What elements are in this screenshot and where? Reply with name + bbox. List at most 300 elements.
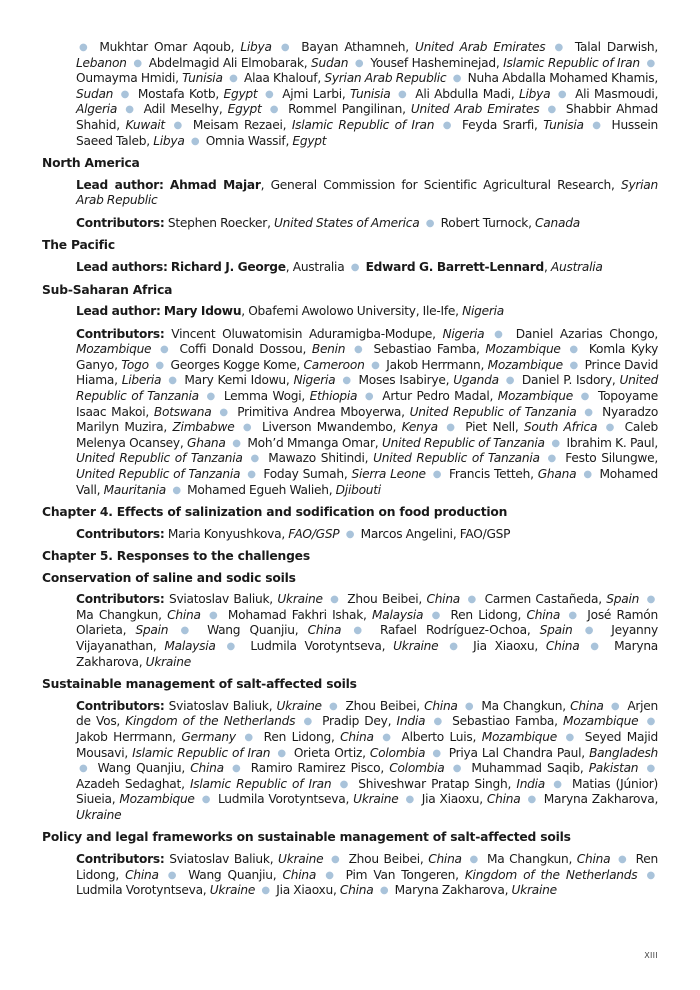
- contributor-name: Sviatoslav Baliuk: [168, 592, 270, 607]
- contributor-entry: Zhou Beibei, China: [345, 698, 458, 713]
- contributor-name: Liverson Mwandembo: [261, 420, 393, 435]
- bullet-separator: ●: [79, 42, 91, 53]
- contributor-entry: Pradip Dey, India: [322, 714, 426, 729]
- contributor-name: Shiveshwar Pratap Singh: [358, 776, 508, 791]
- contributor-name: Arjen de Vos: [76, 698, 659, 729]
- contributor-entry: Nuha Abdalla Mohamed Khamis, Sudan: [76, 71, 659, 101]
- bullet-separator: ●: [133, 57, 143, 69]
- contributor-name: Topoyame Isaac Makoi: [76, 389, 659, 419]
- contributor-name: Maryna Zakharova: [543, 792, 655, 807]
- contributor-name: Adil Meselhy: [143, 102, 219, 117]
- country: Nigeria: [462, 304, 504, 319]
- bullet-separator: ●: [364, 391, 375, 402]
- bullet-separator: ●: [350, 261, 360, 273]
- country: Uganda: [453, 373, 499, 388]
- contributor-name: Jia Xiaoxu: [276, 883, 333, 898]
- country: Djibouti: [335, 482, 381, 497]
- contributor-name: Robert Turnock: [440, 215, 529, 230]
- contributor-entry: Ren Lidong, China: [450, 607, 561, 622]
- contributor-name: Sviatoslav Baliuk: [169, 851, 270, 866]
- bullet-separator: ●: [557, 88, 568, 100]
- contributor-entry: Lemma Wogi, Ethiopia: [223, 389, 358, 403]
- country: Ghana: [537, 466, 577, 481]
- affiliation: General Commission for Scientific Agricultural Research: [270, 177, 611, 192]
- country: China: [307, 623, 342, 638]
- bullet-separator: ●: [554, 42, 566, 53]
- contributor-entry: Topoyame Isaac Makoi, Botswana: [76, 389, 659, 419]
- contributor-name: Maria Konyushkova: [167, 526, 282, 541]
- contributor-name: Maryna Zakharova: [394, 883, 505, 898]
- contributor-name: Sebastiao Famba: [452, 714, 555, 729]
- contributor-name: Pradip Dey: [322, 714, 388, 729]
- lead-author-paragraph: [76, 304, 658, 320]
- contributor-entry: Shabbir Ahmad Shahid, Kuwait: [76, 102, 658, 132]
- contributor-name: Daniel P. Isdory: [521, 373, 612, 388]
- contributor-entry: Nyaradzo Marilyn Muzira, Zimbabwe: [76, 404, 659, 435]
- country: China: [545, 639, 580, 654]
- country: Nigeria: [293, 373, 336, 388]
- section-heading: Sustainable management of salt-affected soils: [42, 677, 357, 692]
- country: Ukraine: [511, 883, 557, 898]
- contributor-name: Ahmad Majar: [169, 177, 261, 192]
- contributor-entry: Ibrahim K. Paul, United Republic of Tanzania: [76, 435, 659, 466]
- country: Syrian Arab Republic: [324, 71, 447, 86]
- country: Germany: [181, 729, 236, 744]
- country: Libya: [518, 86, 551, 101]
- bullet-separator: ●: [618, 853, 628, 865]
- country: Ukraine: [353, 792, 399, 807]
- country: Sudan: [311, 55, 349, 70]
- country: Libya: [240, 40, 272, 54]
- bullet-separator: ●: [547, 453, 558, 465]
- bullet-separator: ●: [592, 119, 603, 131]
- contributor-entry: Mohamed Egueh Walieh, Djibouti: [187, 482, 381, 497]
- contributor-entry: Richard J. George, Australia: [170, 259, 345, 274]
- contributor-entry: Alberto Luis, Mozambique: [401, 729, 557, 744]
- bullet-separator: ●: [551, 437, 560, 449]
- country: China: [486, 792, 521, 807]
- contributor-entry: Muhammad Saqib, Pakistan: [471, 761, 639, 776]
- contributor-entry: Ludmila Vorotyntseva, Ukraine: [76, 883, 256, 898]
- bullet-separator: ●: [590, 641, 604, 653]
- section-heading: The Pacific: [42, 238, 115, 253]
- contributor-entry: Zhou Beibei, China: [347, 592, 461, 607]
- country: Malaysia: [164, 639, 216, 654]
- contributor-name: Shabbir Ahmad Shahid: [76, 102, 658, 132]
- contributor-entry: Wang Quanjiu, China: [97, 761, 224, 776]
- contributor-name: Wang Quanjiu: [97, 761, 182, 776]
- contributors-paragraph: [76, 699, 658, 824]
- country: Mauritania: [103, 482, 167, 497]
- country: Sudan: [76, 86, 114, 101]
- bullet-separator: ●: [226, 641, 240, 653]
- contributors-paragraph: [76, 216, 658, 232]
- country: FAO/GSP: [459, 526, 511, 541]
- bullet-separator: ●: [398, 88, 408, 100]
- country: China: [190, 761, 224, 776]
- contributor-entry: Marcos Angelini, FAO/GSP: [360, 526, 511, 541]
- bullet-separator: ●: [303, 716, 314, 728]
- contributor-name: Zhou Beibei: [348, 851, 420, 866]
- bullet-separator: ●: [280, 42, 293, 53]
- country: Islamic Republic of Iran: [132, 745, 271, 760]
- contributor-name: Ramiro Ramirez Pisco: [250, 761, 381, 776]
- country: Islamic Republic of Iran: [291, 117, 435, 132]
- contributor-entry: Moses Isabirye, Uganda: [358, 373, 499, 388]
- contributor-entry: Maria Konyushkova, FAO/GSP: [167, 526, 340, 541]
- country: Mozambique: [563, 714, 639, 729]
- country: Islamic Republic of Iran: [503, 55, 640, 70]
- bullet-separator: ●: [371, 359, 380, 371]
- country: United Republic of Tanzania: [76, 373, 659, 403]
- contributor-entry: Ahmad Majar, General Commission for Scientific Agricultural Research, Syrian Arab Republic: [76, 177, 658, 208]
- contributor-entry: Festo Silungwe, United Republic of Tanzania: [76, 451, 659, 481]
- contributor-name: Muhammad Saqib: [471, 761, 580, 776]
- role-label: Contributors:: [76, 215, 165, 230]
- country: United Republic of Tanzania: [76, 451, 243, 466]
- contributor-name: Abdelmagid Ali Elmobarak: [148, 55, 304, 70]
- country: Kingdom of the Netherlands: [464, 867, 638, 882]
- contributor-entry: Primitiva Andrea Mboyerwa, United Republic of Tanzania: [237, 404, 577, 419]
- contributor-name: Ali Masmoudi: [575, 86, 655, 101]
- contributor-entry: Jia Xiaoxu, China: [473, 639, 580, 654]
- contributor-entry: Ramiro Ramirez Pisco, Colombia: [250, 761, 445, 776]
- bullet-separator: ●: [580, 391, 591, 402]
- bullet-separator: ●: [325, 869, 337, 881]
- contributor-name: Pim Van Tongeren: [345, 867, 456, 882]
- contributor-name: Ibrahim K. Paul: [566, 435, 655, 450]
- bullet-separator: ●: [330, 594, 340, 606]
- contributor-entry: Bayan Athamneh, United Arab Emirates: [301, 40, 546, 54]
- contributor-entry: Edward G. Barrett-Lennard, Australia: [365, 259, 603, 274]
- bullet-separator: ●: [353, 625, 368, 637]
- role-label: Contributors:: [76, 592, 165, 607]
- bullet-separator: ●: [264, 88, 275, 100]
- contributor-name: Jakob Herrmann: [76, 729, 173, 744]
- country: Ukraine: [145, 654, 191, 669]
- bullet-separator: ●: [553, 778, 564, 790]
- contributor-entry: Sviatoslav Baliuk, Ukraine: [169, 851, 324, 866]
- contributor-name: José Ramón Olarieta: [76, 607, 658, 638]
- country: Ukraine: [209, 883, 256, 898]
- bullet-separator: ●: [345, 528, 355, 540]
- country: Mozambique: [119, 792, 195, 807]
- country: China: [424, 698, 458, 713]
- country: Botswana: [153, 404, 212, 419]
- country: Egypt: [292, 133, 327, 148]
- contributor-entry: Sebastiao Famba, Mozambique: [373, 342, 561, 357]
- country: China: [526, 607, 561, 622]
- contributor-entry: Coffi Donald Dossou, Benin: [179, 342, 346, 357]
- contributor-entry: Abdelmagid Ali Elmobarak, Sudan: [148, 55, 349, 70]
- bullet-separator: ●: [173, 119, 185, 131]
- contributor-entry: Oumayma Hmidi, Tunisia: [76, 71, 223, 86]
- bullet-separator: ●: [569, 344, 581, 356]
- country: Togo: [121, 357, 149, 372]
- contributor-name: Yousef Hasheminejad: [370, 55, 496, 70]
- contributor-name: Ludmila Vorotyntseva: [76, 883, 203, 898]
- country: Ukraine: [393, 639, 439, 654]
- bullet-separator: ●: [431, 609, 443, 621]
- bullet-separator: ●: [646, 869, 655, 881]
- contributor-entry: Ali Abdulla Madi, Libya: [415, 86, 551, 101]
- contributor-entry: Mohamad Fakhri Ishak, Malaysia: [227, 607, 424, 622]
- contributor-entry: Vincent Oluwatomisin Aduramigba-Modupe, Nigeria: [171, 326, 485, 341]
- contributor-name: Rafael Rodríguez-Ochoa: [379, 623, 527, 638]
- country: Malaysia: [372, 607, 424, 622]
- contributor-entry: Azadeh Sedaghat, Islamic Republic of Iran: [76, 776, 332, 791]
- country: China: [282, 867, 317, 882]
- country: Mozambique: [481, 729, 557, 744]
- contributors-page: [42, 40, 658, 906]
- contributor-name: Marcos Angelini: [360, 526, 453, 541]
- contributor-name: Mohamed Vall: [76, 466, 659, 497]
- country: Australia: [292, 259, 345, 274]
- bullet-separator: ●: [584, 406, 595, 418]
- country: United Arab Emirates: [410, 102, 540, 117]
- contributor-name: Feyda Srarfi: [462, 117, 534, 132]
- bullet-separator: ●: [449, 641, 463, 653]
- country: Ukraine: [276, 698, 322, 713]
- contributor-name: Coffi Donald Dossou: [179, 342, 303, 357]
- country: Kenya: [401, 420, 438, 435]
- country: China: [125, 867, 159, 882]
- bullet-separator: ●: [331, 853, 341, 865]
- bullet-separator: ●: [339, 778, 351, 790]
- contributor-name: Jia Xiaoxu: [421, 792, 480, 807]
- contributor-entry: Ma Changkun, China: [487, 851, 611, 866]
- contributor-entry: José Ramón Olarieta, Spain: [76, 607, 658, 638]
- contributor-name: Alberto Luis: [401, 729, 473, 744]
- country: Mozambique: [497, 389, 574, 403]
- contributor-name: Georges Kogge Kome: [170, 357, 297, 372]
- contributor-name: Francis Tetteh: [448, 466, 531, 481]
- contributor-entry: Ajmi Larbi, Tunisia: [282, 86, 391, 101]
- contributor-name: Bayan Athamneh: [301, 40, 406, 54]
- country: Mozambique: [487, 357, 563, 372]
- contributor-name: Komla Kyky Ganyo: [76, 342, 659, 372]
- bullet-separator: ●: [425, 217, 435, 229]
- country: United Republic of Tanzania: [409, 404, 577, 419]
- bullet-separator: ●: [180, 625, 195, 637]
- contributor-name: Ren Lidong: [450, 607, 518, 622]
- lead-author-paragraph: [76, 178, 658, 209]
- contributor-name: Ludmila Vorotyntseva: [250, 639, 382, 654]
- bullet-separator: ●: [432, 468, 442, 480]
- contributor-name: Foday Sumah: [263, 466, 344, 481]
- contributor-name: Nuha Abdalla Mohamed Khamis: [467, 71, 655, 86]
- contributor-name: Seyed Majid Mousavi: [76, 729, 658, 760]
- contributor-entry: Zhou Beibei, China: [348, 851, 462, 866]
- contributor-entry: Ren Lidong, China: [76, 851, 658, 882]
- contributor-name: Wang Quanjiu: [207, 623, 295, 638]
- contributor-entry: Daniel P. Isdory, United Republic of Tanzania: [76, 373, 659, 403]
- bullet-separator: ●: [167, 869, 180, 881]
- contributor-name: Caleb Melenya Ocansey: [76, 420, 659, 450]
- contributor-entry: Rafael Rodríguez-Ochoa, Spain: [379, 623, 573, 638]
- bullet-separator: ●: [442, 119, 454, 131]
- contributor-name: Artur Pedro Madal: [382, 389, 490, 403]
- role-label: Lead author:: [76, 177, 164, 192]
- contributor-name: Ali Abdulla Madi: [415, 86, 511, 101]
- contributor-name: Piet Nell: [465, 420, 515, 435]
- contributor-entry: Ma Changkun, China: [76, 607, 201, 622]
- contributor-entry: Maryna Zakharova, Ukraine: [76, 639, 659, 669]
- contributor-entry: Carmen Castañeda, Spain: [484, 592, 640, 607]
- bullet-separator: ●: [527, 794, 537, 806]
- bullet-separator: ●: [610, 700, 621, 712]
- role-label: Lead authors:: [76, 259, 168, 274]
- contributor-name: Mawazo Shitindi: [268, 451, 365, 466]
- country: Kuwait: [125, 117, 165, 132]
- country: Sierra Leone: [351, 466, 426, 481]
- contributor-name: Richard J. George: [170, 259, 286, 274]
- contributor-name: Ren Lidong: [263, 729, 331, 744]
- role-label: Contributors:: [76, 851, 165, 866]
- contributor-entry: Jakob Herrmann, Mozambique: [386, 357, 563, 372]
- bullet-separator: ●: [269, 104, 280, 116]
- contributor-entry: Stephen Roecker, United States of America: [167, 215, 420, 230]
- bullet-separator: ●: [242, 422, 254, 434]
- bullet-separator: ●: [277, 747, 287, 759]
- contributor-name: Omnia Wassif: [205, 133, 286, 148]
- country: Ethiopia: [309, 389, 358, 403]
- role-label: Lead author:: [76, 304, 161, 319]
- contributor-entry: Mary Kemi Idowu, Nigeria: [184, 373, 336, 388]
- contributor-entry: Matias (Júnior) Siueia, Mozambique: [76, 776, 659, 807]
- bullet-separator: ●: [646, 57, 655, 69]
- contributor-entry: Seyed Majid Mousavi, Islamic Republic of Iran: [76, 729, 658, 760]
- bullet-separator: ●: [382, 731, 393, 743]
- contributor-name: Orieta Ortiz: [293, 745, 363, 760]
- contributors-continuation: [76, 40, 658, 149]
- contributor-name: Ma Changkun: [481, 698, 563, 713]
- bullet-separator: ●: [190, 135, 200, 147]
- contributor-name: Moses Isabirye: [358, 373, 446, 388]
- affiliation: Obafemi Awolowo University, Ile-Ife: [248, 304, 456, 319]
- bullet-separator: ●: [583, 468, 593, 480]
- bullet-separator: ●: [467, 594, 478, 606]
- bullet-separator: ●: [120, 88, 131, 100]
- contributor-entry: Foday Sumah, Sierra Leone: [263, 466, 426, 481]
- bullet-separator: ●: [168, 375, 178, 387]
- contributor-name: Matias (Júnior) Siueia: [76, 776, 659, 807]
- contributor-entry: Francis Tetteh, Ghana: [448, 466, 577, 481]
- contributor-entry: Jeyanny Vijayanathan, Malaysia: [76, 623, 658, 654]
- role-label: Contributors:: [76, 526, 165, 541]
- bullet-separator: ●: [206, 391, 217, 402]
- bullet-separator: ●: [565, 731, 577, 743]
- contributor-name: Lemma Wogi: [223, 389, 302, 403]
- section-heading: Sub-Saharan Africa: [42, 282, 173, 297]
- contributor-name: Maryna Zakharova: [76, 639, 659, 669]
- lead-author-paragraph: [76, 260, 658, 276]
- contributors-paragraph: [76, 527, 658, 543]
- page-number: XIII: [644, 951, 658, 960]
- contributor-name: Jia Xiaoxu: [473, 639, 535, 654]
- contributor-entry: Artur Pedro Madal, Mozambique: [382, 389, 574, 403]
- bullet-separator: ●: [155, 359, 165, 371]
- country: United Republic of Tanzania: [381, 435, 545, 450]
- country: United States of America: [274, 215, 420, 230]
- bullet-separator: ●: [433, 716, 444, 728]
- contributor-entry: Ludmila Vorotyntseva, Ukraine: [217, 792, 399, 807]
- contributor-name: Daniel Azarias Chongo: [515, 326, 655, 341]
- contributor-entry: Robert Turnock, Canada: [440, 215, 580, 230]
- country: Bangladesh: [589, 745, 659, 760]
- country: Tunisia: [350, 86, 391, 101]
- contributor-entry: Mawazo Shitindi, United Republic of Tanzania: [268, 451, 540, 466]
- contributor-name: Meisam Rezaei: [192, 117, 283, 132]
- contributor-entry: Feyda Srarfi, Tunisia: [462, 117, 584, 132]
- country: Colombia: [389, 761, 445, 776]
- contributor-entry: Komla Kyky Ganyo, Togo: [76, 342, 659, 372]
- country: United Arab Emirates: [414, 40, 546, 54]
- contributor-entry: Arjen de Vos, Kingdom of the Netherlands: [76, 698, 659, 729]
- contributor-name: Azadeh Sedaghat: [76, 776, 182, 791]
- country: Colombia: [369, 745, 426, 760]
- bullet-separator: ●: [328, 700, 339, 712]
- country: Zimbabwe: [172, 420, 235, 435]
- country: Tunisia: [543, 117, 584, 132]
- country: China: [426, 592, 461, 607]
- country: India: [396, 714, 426, 729]
- bullet-separator: ●: [432, 747, 442, 759]
- contributor-name: Zhou Beibei: [347, 592, 419, 607]
- contributor-name: Ren Lidong: [76, 851, 658, 882]
- contributor-name: Ludmila Vorotyntseva: [217, 792, 346, 807]
- contributor-name: Wang Quanjiu: [188, 867, 273, 882]
- role-label: Contributors:: [76, 698, 165, 713]
- contributor-name: Talal Darwish: [574, 40, 655, 54]
- contributor-entry: Piet Nell, South Africa: [465, 420, 598, 435]
- country: Cameroon: [303, 357, 365, 372]
- contributor-entry: Mostafa Kotb, Egypt: [137, 86, 258, 101]
- country: Benin: [311, 342, 346, 357]
- contributor-entry: Talal Darwish, Lebanon: [76, 40, 659, 70]
- contributor-entry: Moh’d Mmanga Omar, United Republic of Tanzania: [247, 435, 545, 450]
- contributor-entry: Ludmila Vorotyntseva, Ukraine: [250, 639, 439, 654]
- bullet-separator: ●: [244, 731, 256, 743]
- contributor-name: Primitiva Andrea Mboyerwa: [237, 404, 402, 419]
- bullet-separator: ●: [250, 453, 261, 465]
- contributor-name: Hussein Saeed Taleb: [76, 117, 658, 148]
- bullet-separator: ●: [646, 716, 656, 728]
- bullet-separator: ●: [547, 104, 558, 116]
- country: China: [339, 883, 374, 898]
- contributor-entry: Orieta Ortiz, Colombia: [293, 745, 426, 760]
- contributor-entry: Ali Masmoudi, Algeria: [76, 86, 659, 117]
- contributor-entry: Yousef Hasheminejad, Islamic Republic of Iran: [370, 55, 640, 70]
- bullet-separator: ●: [646, 594, 656, 606]
- contributor-name: Mohamed Egueh Walieh: [187, 482, 329, 497]
- country: China: [428, 851, 462, 866]
- bullet-separator: ●: [353, 344, 365, 356]
- bullet-separator: ●: [219, 406, 230, 418]
- contributor-entry: Adil Meselhy, Egypt: [143, 102, 262, 117]
- contributors-paragraph: [76, 852, 658, 899]
- bullet-separator: ●: [79, 763, 90, 775]
- contributor-entry: Ren Lidong, China: [263, 729, 374, 744]
- bullet-separator: ●: [232, 763, 243, 775]
- contributor-name: Zhou Beibei: [345, 698, 417, 713]
- bullet-separator: ●: [261, 885, 270, 897]
- bullet-separator: ●: [452, 763, 464, 775]
- bullet-separator: ●: [469, 853, 480, 865]
- contributor-entry: Rommel Pangilinan, United Arab Emirates: [288, 102, 540, 117]
- role-label: Contributors:: [76, 326, 165, 341]
- country: Lebanon: [76, 55, 127, 70]
